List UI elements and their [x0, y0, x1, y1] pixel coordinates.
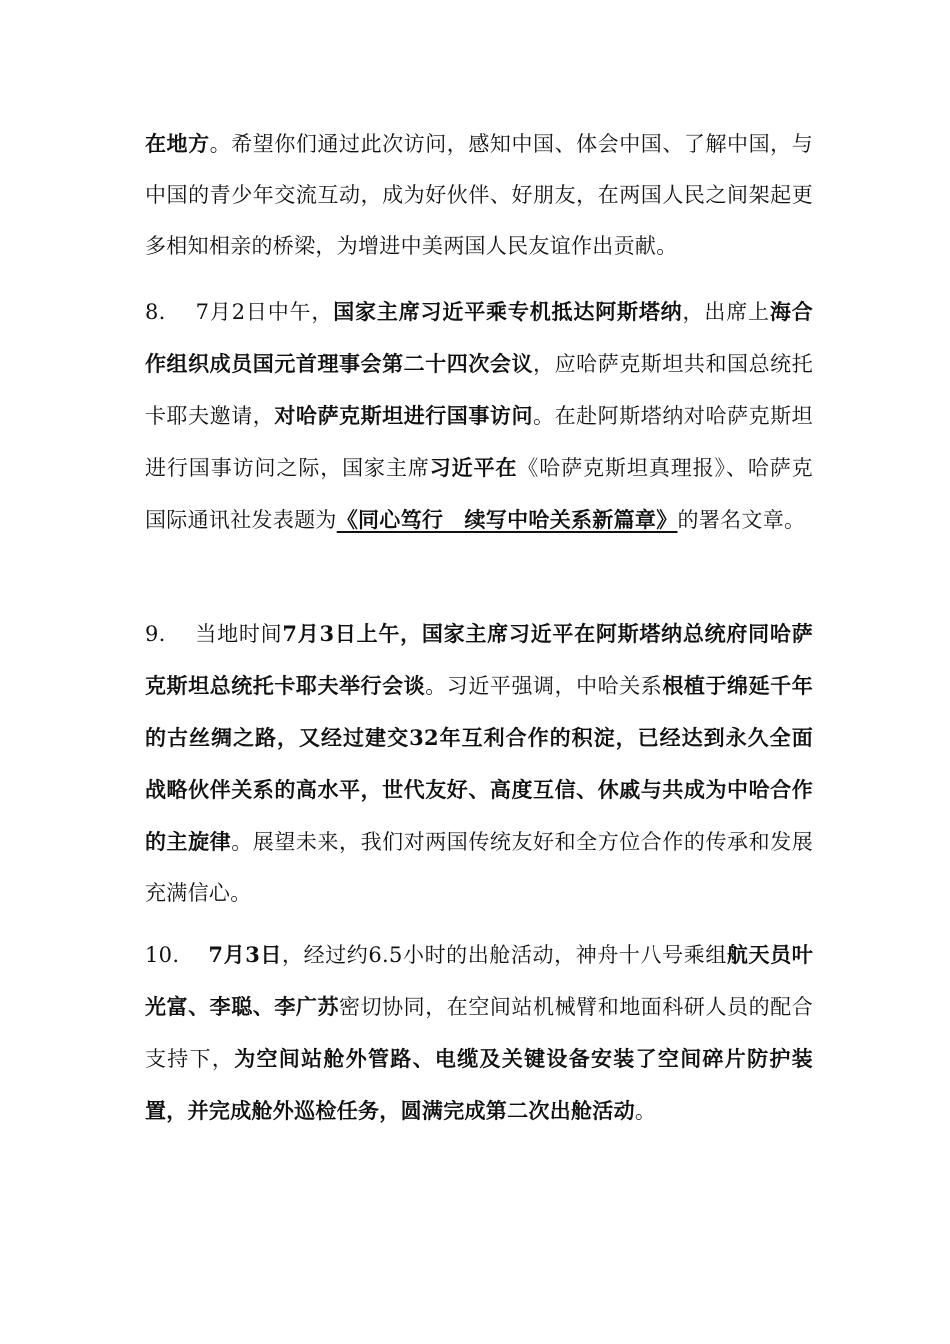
- item-10-bold-2: 航天员叶光富、李聪、李广苏: [145, 942, 814, 1019]
- article-title-link: 《同心笃行 续写中哈关系新篇章》: [336, 507, 678, 532]
- item-9-text-1: 当地时间: [195, 622, 283, 646]
- item-8-paragraph: [145, 286, 813, 546]
- item-10-paragraph: [145, 929, 813, 1137]
- item-8-text-1: 7月2日中午，: [195, 300, 334, 324]
- item-9-text-2: 。习近平强调，中哈关系: [425, 674, 663, 698]
- item-9-number: 9.: [145, 622, 166, 646]
- item-8-text-4: 。在赴阿斯塔纳对哈萨克斯坦进行国事访问之际，国家主席: [145, 404, 813, 480]
- item-8-text-3: ，应哈萨克斯坦共和国总统托卡耶夫邀请，: [145, 352, 813, 428]
- item-10-bold-3: 为空间站舱外管路、电缆及关键设备安装了空间碎片防护装置，并完成舱外巡检任务，圆满完成第二次出舱活动: [145, 1046, 813, 1123]
- item-9-bold-1: 7月3日上午，国家主席习近平在阿斯塔纳总统府同哈萨克斯坦总统托卡耶夫举行会谈: [145, 621, 813, 698]
- item-9-paragraph: [145, 608, 813, 919]
- item-10-text-1: ，经过约6.5小时的出舱活动，神舟十八号乘组: [282, 943, 727, 967]
- item-10-text-2: 密切协同，在空间站机械臂和地面科研人员的配合支持下，: [145, 995, 813, 1071]
- item-8-text-2: ，出席上: [682, 300, 770, 324]
- item-8-bold-3: 对哈萨克斯坦进行国事访问: [274, 403, 534, 428]
- item-10-text-3: 。: [634, 1099, 657, 1123]
- item-9-text-3: 。展望未来，我们对两国传统友好和全方位合作的传承和发展充满信心。: [145, 830, 813, 905]
- intro-paragraph: [145, 118, 813, 272]
- item-9-bold-2: 根植于绵延千年的古丝绸之路，又经过建交32年互利合作的积淀，已经达到永久全面战略伙伴关系的高水平，世代友好、高度互信、休戚与共成为中哈合作的主旋律: [145, 673, 813, 854]
- item-8-bold-2: 海合作组织成员国元首理事会第二十四次会议: [145, 299, 813, 376]
- item-10-number: 10.: [145, 943, 180, 967]
- intro-text: 。希望你们通过此次访问，感知中国、体会中国、了解中国，与中国的青少年交流互动，成为好伙伴、好朋友，在两国人民之间架起更多相知相亲的桥梁，为增进中美两国人民友谊作出贡献。: [145, 132, 813, 258]
- item-8-bold-1: 国家主席习近平乘专机抵达阿斯塔纳: [333, 299, 683, 324]
- item-8-text-6: 的署名文章。: [677, 508, 806, 532]
- item-8-text-5: 《哈萨克斯坦真理报》、哈萨克国际通讯社发表题为: [145, 456, 813, 532]
- item-10-bold-1: 7月3日: [208, 942, 283, 967]
- item-8-bold-4: 习近平在: [429, 455, 518, 480]
- item-8-number: 8.: [145, 300, 166, 324]
- intro-bold-text: 在地方: [145, 131, 210, 156]
